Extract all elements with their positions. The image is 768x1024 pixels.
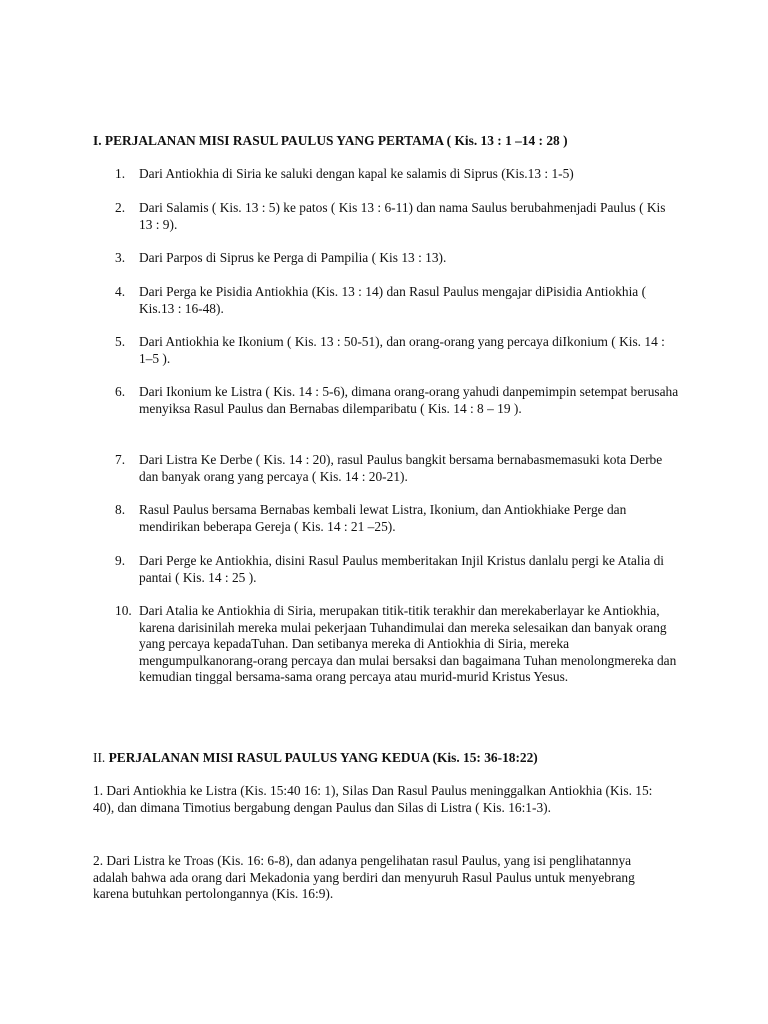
list-item-text: Dari Ikonium ke Listra ( Kis. 14 : 5-6), dimana orang-orang yahudi danpemimpin setempat berusaha menyiksa Rasul Paulus dan Bernabas dilemparibatu ( Kis. 14 : 8 – 19 ). xyxy=(139,384,679,416)
list-item-text: Dari Antiokhia ke Ikonium ( Kis. 13 : 50-51), dan orang-orang yang percaya diIkonium ( Kis. 14 : 1–5 ). xyxy=(139,334,665,366)
list-item xyxy=(115,166,680,183)
list-item xyxy=(115,284,680,317)
list-item-number: 6. xyxy=(115,384,126,399)
list-item-text: Dari Antiokhia di Siria ke saluki dengan kapal ke salamis di Siprus (Kis.13 : 1-5) xyxy=(139,166,574,181)
paragraph: 2. Dari Listra ke Troas (Kis. 16: 6-8), dan adanya pengelihatan rasul Paulus, yang isi penglihatannya adalah bahwa ada orang dari Mekadonia yang berdiri dan menyuruh Rasul Paulus untuk menyebrang karena butuhkan pertolongannya (Kis. 16:9). xyxy=(93,853,635,902)
section1-heading: I. PERJALANAN MISI RASUL PAULUS YANG PERTAMA ( Kis. 13 : 1 –14 : 28 ) xyxy=(93,133,568,148)
list-item-text: Dari Perge ke Antiokhia, disini Rasul Paulus memberitakan Injil Kristus danlalu pergi ke Atalia di pantai ( Kis. 14 : 25 ). xyxy=(139,553,664,585)
section2-heading-prefix: II. xyxy=(93,750,109,765)
list-item xyxy=(115,553,680,586)
list-item xyxy=(115,250,680,267)
list-item-number: 3. xyxy=(115,250,126,265)
list-item-text: Dari Perga ke Pisidia Antiokhia (Kis. 13 : 14) dan Rasul Paulus mengajar diPisidia Antiokhia ( Kis.13 : 16-48). xyxy=(139,284,647,316)
list-item-number: 7. xyxy=(115,452,126,467)
list-item-text: Dari Salamis ( Kis. 13 : 5) ke patos ( Kis 13 : 6-11) dan nama Saulus berubahmenjadi Paulus ( Kis 13 : 9). xyxy=(139,200,666,232)
list-item xyxy=(115,384,680,417)
list-item-number: 8. xyxy=(115,502,126,517)
list-item xyxy=(115,603,680,686)
list-item-number: 4. xyxy=(115,284,126,299)
list-item-number: 1. xyxy=(115,166,126,181)
list-item-text: Dari Listra Ke Derbe ( Kis. 14 : 20), rasul Paulus bangkit bersama bernabasmemasuki kota Derbe dan banyak orang yang percaya ( Kis. 14 : 20-21). xyxy=(139,452,663,484)
list-item-number: 2. xyxy=(115,200,126,215)
list-item xyxy=(115,200,680,233)
list-item-number: 5. xyxy=(115,334,126,349)
list-item-text: Dari Atalia ke Antiokhia di Siria, merupakan titik-titik terakhir dan merekaberlayar ke Antiokhia, karena darisinilah mereka mulai pekerjaan Tuhandimulai dan mereka selesaikan dan banyak orang yang percaya kepadaTuhan. Dan setibanya mereka di Antiokhia di Siria, mereka mengumpulkanorang-orang percaya dan mulai bersaksi dan bagaimana Tuhan menolongmereka dan kemudian tinggal bersama-sama orang percaya atau murid-murid Kristus Yesus. xyxy=(139,603,677,685)
paragraph: 1. Dari Antiokhia ke Listra (Kis. 15:40 16: 1), Silas Dan Rasul Paulus meninggalkan Antiokhia (Kis. 15: 40), dan dimana Timotius bergabung dengan Paulus dan Silas di Listra ( Kis. 16:1-3). xyxy=(93,783,653,815)
list-item xyxy=(115,452,680,485)
list-item xyxy=(115,502,680,535)
section2-heading xyxy=(93,750,713,767)
section2-heading-text: PERJALANAN MISI RASUL PAULUS YANG KEDUA (Kis. 15: 36-18:22) xyxy=(108,750,538,765)
list-item xyxy=(115,334,680,367)
list-item-number: 9. xyxy=(115,553,126,568)
list-item-number: 10. xyxy=(115,603,132,618)
list-item-text: Rasul Paulus bersama Bernabas kembali lewat Listra, Ikonium, dan Antiokhiake Perge dan mendirikan beberapa Gereja ( Kis. 14 : 21 –25). xyxy=(139,502,627,534)
list-item-text: Dari Parpos di Siprus ke Perga di Pampilia ( Kis 13 : 13). xyxy=(139,250,447,265)
